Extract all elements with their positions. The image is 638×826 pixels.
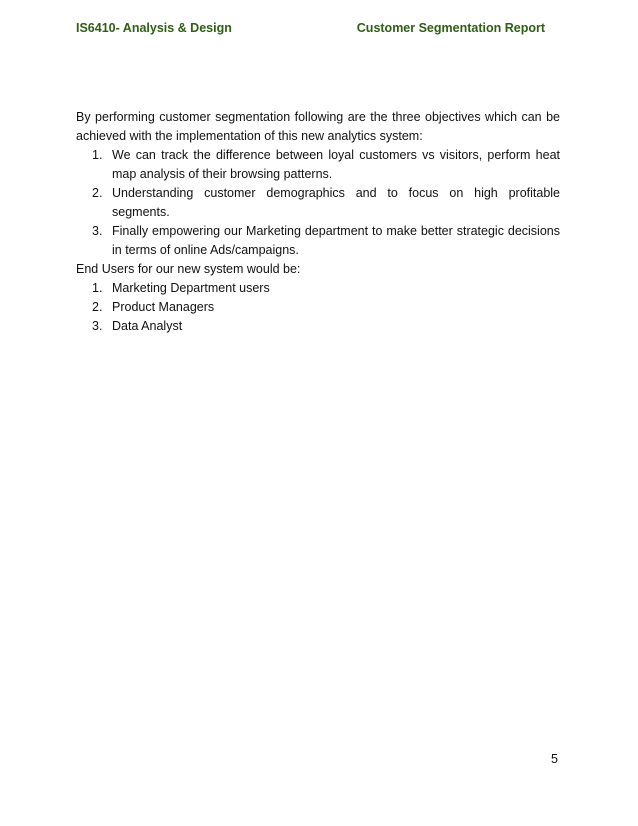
page-content bbox=[76, 108, 560, 336]
list-item-text: Understanding customer demographics and to focus on high profitable segments. bbox=[112, 186, 560, 219]
list-item bbox=[76, 184, 560, 222]
page-number: 5 bbox=[551, 752, 558, 766]
list-item-number: 1. bbox=[92, 148, 103, 162]
list-item bbox=[76, 146, 560, 184]
list-item-number: 3. bbox=[92, 224, 103, 238]
end-users-list bbox=[76, 279, 560, 336]
list-item-text: Marketing Department users bbox=[112, 281, 270, 295]
list-item-text: Product Managers bbox=[112, 300, 215, 314]
list-item bbox=[76, 298, 560, 317]
list-item bbox=[76, 222, 560, 260]
list-item-number: 3. bbox=[92, 319, 103, 333]
list-item bbox=[76, 279, 560, 298]
objectives-list bbox=[76, 146, 560, 260]
header-course-title: IS6410- Analysis & Design bbox=[76, 21, 232, 35]
list-item bbox=[76, 317, 560, 336]
list-item-number: 2. bbox=[92, 300, 103, 314]
list-item-number: 1. bbox=[92, 281, 103, 295]
list-item-text: Finally empowering our Marketing department to make better strategic decisions in terms of online Ads/campaigns. bbox=[112, 224, 560, 257]
list-item-number: 2. bbox=[92, 186, 103, 200]
list-item-text: Data Analyst bbox=[112, 319, 183, 333]
list-item-text: We can track the difference between loyal customers vs visitors, perform heat map analysis of their browsing patterns. bbox=[112, 148, 560, 181]
header-report-title: Customer Segmentation Report bbox=[356, 21, 545, 35]
end-users-intro: End Users for our new system would be: bbox=[76, 262, 301, 276]
objectives-intro: By performing customer segmentation following are the three objectives which can be achieved with the implementation of this new analytics system: bbox=[76, 110, 560, 143]
